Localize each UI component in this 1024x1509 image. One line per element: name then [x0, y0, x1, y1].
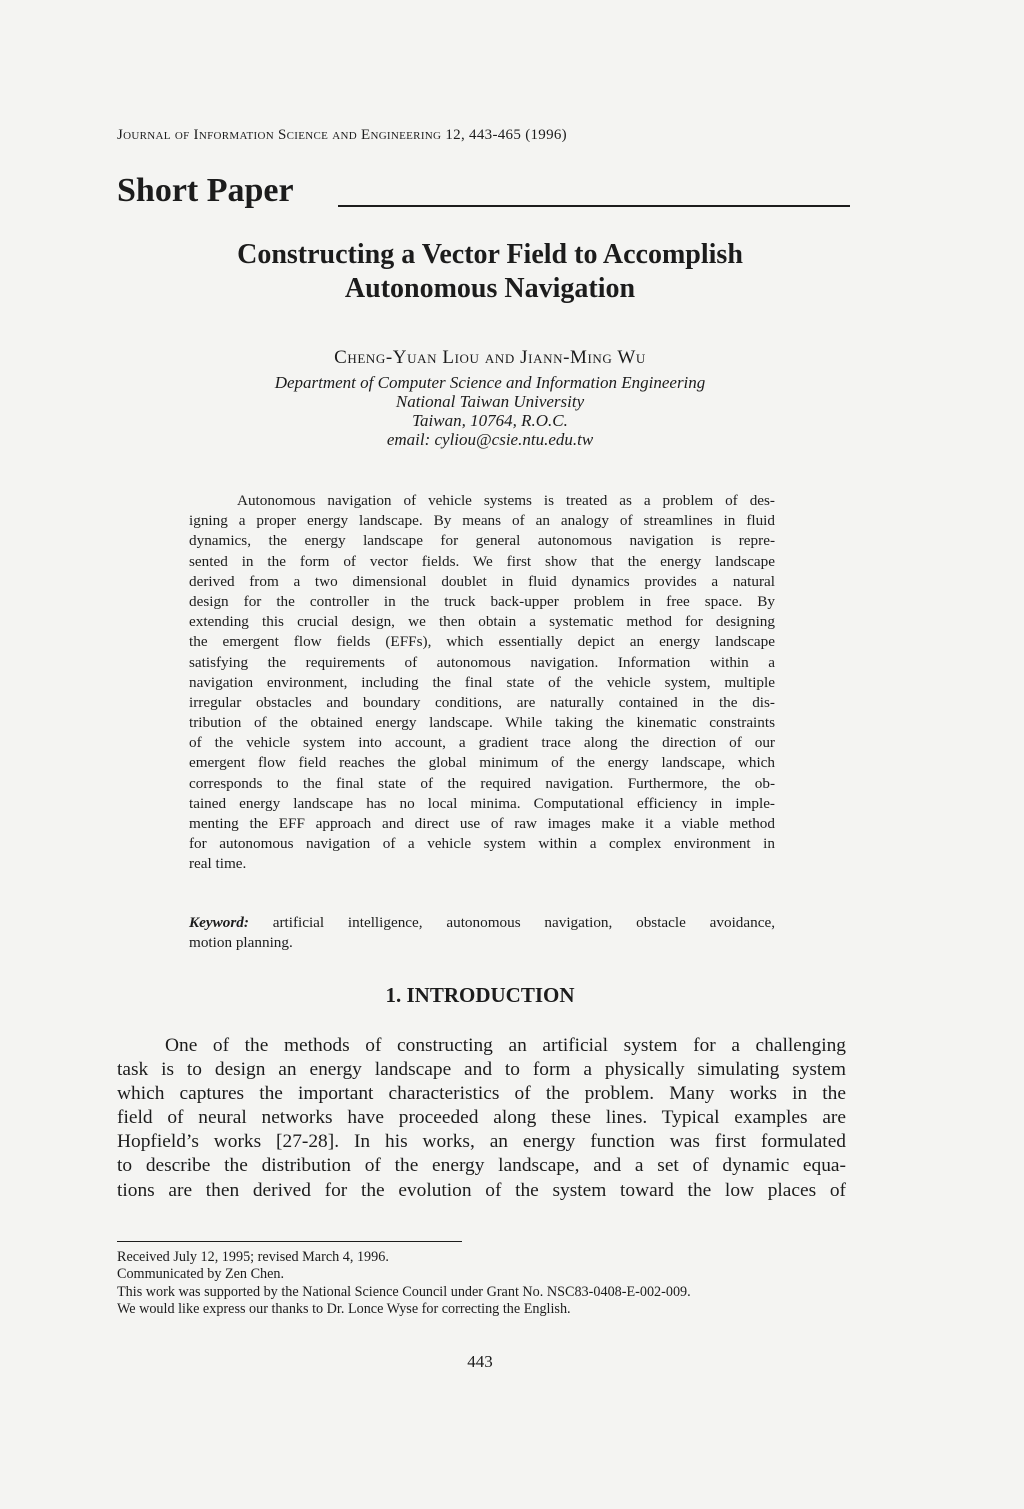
affiliation-location: Taiwan, 10764, R.O.C.: [412, 411, 568, 430]
abstract-line: the emergent flow fields (EFFs), which essentially depict an energy landscape: [189, 633, 775, 651]
author-email: email: cyliou@csie.ntu.edu.tw: [386, 430, 594, 449]
abstract-line: design for the controller in the truck back-upper problem in free space. By: [189, 592, 775, 610]
body-line: Hopfield’s works [27-28]. In his works, an energy function was first formulated: [117, 1131, 846, 1153]
section-rule: [338, 205, 850, 207]
abstract-line: dynamics, the energy landscape for general autonomous navigation is repre-: [189, 532, 775, 550]
keywords: [189, 913, 775, 953]
body-line: task is to design an energy landscape and to form a physically simulating system: [117, 1059, 846, 1081]
body-line: field of neural networks have proceeded along these lines. Typical examples are: [117, 1107, 846, 1129]
section-kind-label: Short Paper: [117, 172, 294, 209]
section-kind-row: [117, 171, 850, 211]
keywords-line-2: motion planning.: [189, 934, 293, 952]
footnote-acknowledgement: We would like express our thanks to Dr. Lonce Wyse for correcting the English.: [117, 1300, 571, 1317]
affiliation-university: National Taiwan University: [395, 392, 585, 411]
page-number: 443: [467, 1352, 493, 1371]
footnote-communicated: Communicated by Zen Chen.: [117, 1266, 285, 1283]
body-line: to describe the distribution of the energy landscape, and a set of dynamic equa-: [117, 1155, 846, 1177]
abstract-line: of the vehicle system into account, a gradient trace along the direction of our: [189, 734, 775, 752]
footnote-rule: [117, 1241, 462, 1242]
abstract: [189, 491, 775, 875]
abstract-line: tribution of the obtained energy landscape. While taking the kinematic constraints: [189, 714, 775, 732]
abstract-line: derived from a two dimensional doublet in fluid dynamics provides a natural: [189, 572, 775, 590]
body-line: which captures the important characteristics of the problem. Many works in the: [117, 1083, 846, 1105]
abstract-line: for autonomous navigation of a vehicle system within a complex environment in: [189, 835, 775, 853]
footnote-received: Received July 12, 1995; revised March 4, 1996.: [117, 1249, 389, 1265]
body-line: tions are then derived for the evolution of the system toward the low places of: [117, 1179, 846, 1201]
section-heading: 1. INTRODUCTION: [385, 983, 575, 1007]
abstract-line: sented in the form of vector fields. We first show that the energy landscape: [189, 552, 775, 570]
body-line: One of the methods of constructing an artificial system for a challenging: [165, 1035, 846, 1056]
abstract-line: Autonomous navigation of vehicle systems is treated as a problem of des-: [237, 492, 775, 509]
author-names: Cheng-Yuan Liou and Jiann-Ming Wu: [334, 347, 646, 368]
abstract-line: navigation environment, including the final state of the vehicle system, multiple: [189, 673, 775, 691]
abstract-line: extending this crucial design, we then obtain a systematic method for designing: [189, 613, 775, 631]
introduction-paragraph: [117, 1034, 846, 1203]
footnote-funding: This work was supported by the National Science Council under Grant No. NSC83-0408-E-002-009.: [117, 1283, 691, 1300]
affiliation-department: Department of Computer Science and Information Engineering: [274, 373, 706, 392]
journal-citation: 12, 443-465 (1996): [445, 127, 567, 143]
abstract-line: menting the EFF approach and direct use of raw images make it a viable method: [189, 815, 775, 832]
abstract-line: real time.: [189, 855, 247, 873]
footnotes: [117, 1249, 847, 1318]
keywords-line-1: [189, 913, 775, 933]
abstract-line: igning a proper energy landscape. By means of an analogy of streamlines in fluid: [189, 512, 775, 530]
keywords-text: artificial intelligence, autonomous navigation, obstacle avoidance,: [272, 914, 776, 931]
paper-title-line-1: Constructing a Vector Field to Accomplish: [237, 239, 743, 270]
abstract-line: irregular obstacles and boundary conditions, are naturally contained in the dis-: [189, 693, 775, 711]
abstract-line: tained energy landscape has no local minima. Computational efficiency in imple-: [189, 794, 775, 812]
journal-name: Journal of Information Science and Engineering: [117, 127, 442, 143]
paper-title-line-2: Autonomous Navigation: [344, 273, 636, 304]
keywords-label: Keyword:: [189, 914, 249, 931]
running-header: [117, 127, 837, 144]
abstract-line: emergent flow field reaches the global minimum of the energy landscape, which: [189, 754, 775, 772]
abstract-line: satisfying the requirements of autonomous navigation. Information within a: [189, 653, 775, 671]
abstract-line: corresponds to the final state of the required navigation. Furthermore, the ob-: [189, 774, 775, 792]
